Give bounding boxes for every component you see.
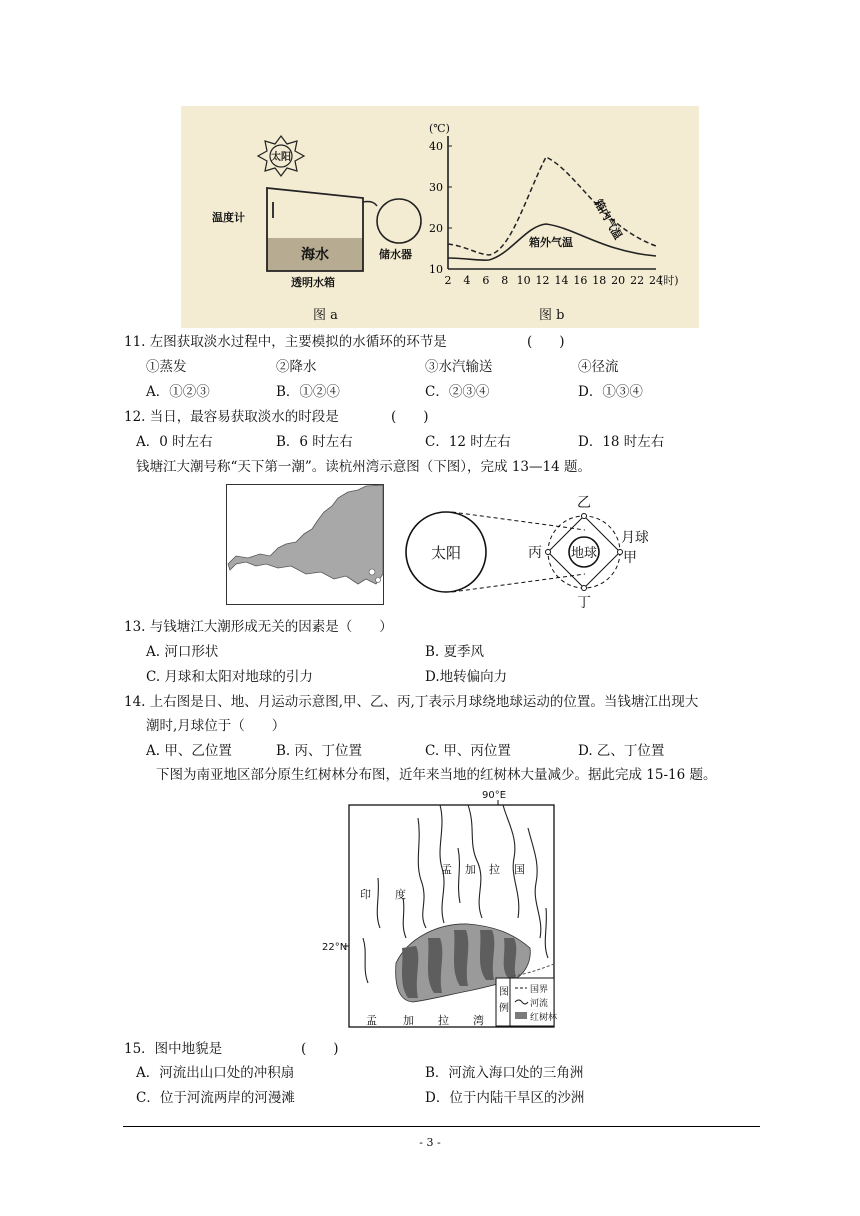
x-tick-label: 6 (482, 274, 490, 287)
x-tick-label: 16 (573, 274, 588, 287)
q13-option-d[interactable]: D.地转偏向力 (425, 669, 508, 685)
x-tick-label: 24 (649, 274, 663, 287)
caption-b: 图 b (539, 308, 565, 323)
x-tick-label: 4 (463, 274, 471, 287)
footer-divider (123, 1126, 760, 1127)
yi-label: 乙 (577, 495, 591, 511)
q11-option-c[interactable]: C．②③④ (425, 384, 490, 400)
q11-item-1: ①蒸发 (146, 359, 187, 375)
q12-option-b[interactable]: B．6 时左右 (276, 434, 353, 450)
x-ticks (445, 274, 664, 287)
bay-char-2: 加 (403, 1014, 414, 1027)
q15-paren: ( ) (301, 1041, 339, 1057)
q12-option-a[interactable]: A．0 时左右 (136, 434, 213, 450)
intro-13-14: 钱塘江大潮号称“天下第一潮”。读杭州湾示意图（下图），完成 13—14 题。 (136, 459, 591, 475)
y-tick-label: 30 (429, 181, 443, 194)
q13-option-c[interactable]: C. 月球和太阳对地球的引力 (146, 669, 313, 685)
q12-option-d[interactable]: D．18 时左右 (578, 434, 665, 450)
x-tick-label: 22 (630, 274, 645, 287)
q14-stem-line-2: 潮时,月球位于（ ） (146, 718, 286, 734)
lon-label: 90°E (482, 790, 507, 801)
lat-label: 22°N (322, 942, 348, 953)
earth-text: 地球 (570, 546, 598, 561)
country-1-char-1: 孟 (441, 863, 452, 876)
q13-stem: 13. 与钱塘江大潮形成无关的因素是（ ） (124, 619, 393, 635)
country-2-char-1: 印 (360, 888, 371, 901)
bing-label: 丙 (528, 545, 542, 561)
q15-option-d[interactable]: D．位于内陆干旱区的沙洲 (425, 1090, 585, 1106)
x-tick-label: 2 (444, 274, 452, 287)
x-unit: (时) (659, 274, 679, 287)
q12-stem: 12. 当日，最容易获取淡水的时段是 (124, 409, 339, 425)
country-2-char-2: 度 (395, 888, 406, 901)
bay-char-4: 湾 (473, 1014, 484, 1027)
country-1-char-2: 加 (465, 863, 476, 876)
page-number: - 3 - (419, 1136, 441, 1149)
moon-text: 月球 (621, 530, 648, 546)
seawater-label: 海水 (301, 247, 329, 263)
hangzhou-bay-map (226, 484, 384, 605)
x-tick-label: 14 (554, 274, 569, 287)
q11-item-4: ④径流 (578, 359, 619, 375)
q12-option-c[interactable]: C．12 时左右 (425, 434, 511, 450)
q14-option-b[interactable]: B. 丙、丁位置 (276, 743, 363, 759)
sun-text: 太阳 (430, 544, 462, 562)
intro-15-16: 下图为南亚地区部分原生红树林分布图，近年来当地的红树林大量减少。据此完成 15-16 题。 (156, 767, 717, 783)
legend-title-2: 例 (499, 1003, 509, 1014)
q14-option-c[interactable]: C. 甲、丙位置 (425, 743, 511, 759)
outside-label: 箱外气温 (529, 236, 573, 249)
inside-label: 箱内气温 (591, 197, 625, 242)
y-tick-label: 40 (429, 140, 443, 153)
q15-option-b[interactable]: B．河流入海口处的三角洲 (425, 1065, 584, 1081)
q13-option-b[interactable]: B. 夏季风 (425, 644, 485, 660)
ding-label: 丁 (577, 595, 591, 611)
q14-stem-line-1: 14. 上右图是日、地、月运动示意图,甲、乙、丙,丁表示月球绕地球运动的位置。当钱塘江出现大 (124, 694, 699, 710)
country-1-char-4: 国 (514, 863, 525, 876)
q14-option-d[interactable]: D. 乙、丁位置 (578, 743, 665, 759)
x-tick-label: 12 (535, 274, 550, 287)
water-tank (377, 199, 421, 243)
tank-label: 储水器 (379, 248, 412, 261)
legend-river: 河流 (530, 999, 549, 1009)
sun-label: 太阳 (271, 152, 291, 163)
q15-option-a[interactable]: A．河流出山口处的冲积扇 (136, 1065, 295, 1081)
caption-a: 图 a (313, 308, 338, 323)
q11-item-3: ③水汽输送 (425, 359, 493, 375)
bay-char-1: 孟 (366, 1014, 377, 1027)
country-1-char-3: 拉 (489, 863, 500, 876)
q11-option-b[interactable]: B．①②④ (276, 384, 340, 400)
legend-mangrove: 红树林 (530, 1013, 558, 1023)
jia-label: 甲 (623, 550, 637, 566)
y-tick-label: 10 (429, 263, 443, 276)
q15-option-c[interactable]: C．位于河流两岸的河漫滩 (136, 1090, 295, 1106)
q11-option-a[interactable]: A．①②③ (146, 384, 210, 400)
q11-paren: ( ) (527, 334, 565, 350)
q12-paren: ( ) (391, 409, 429, 425)
mangrove-map (318, 788, 562, 1030)
box-label: 透明水箱 (291, 276, 335, 289)
x-tick-label: 20 (611, 274, 626, 287)
bay-char-3: 拉 (438, 1014, 449, 1027)
x-tick-label: 10 (516, 274, 531, 287)
outlet-pipe (363, 202, 377, 207)
q13-option-a[interactable]: A. 河口形状 (146, 644, 219, 660)
figure-solar-still (181, 106, 699, 328)
q14-option-a[interactable]: A. 甲、乙位置 (146, 743, 232, 759)
figure-ab-svg (181, 106, 699, 328)
y-unit: (℃) (429, 122, 450, 135)
q11-stem: 11. 左图获取淡水过程中，主要模拟的水循环的环节是 (124, 334, 447, 350)
thermometer-label: 温度计 (212, 211, 245, 224)
legend-title-1: 图 (499, 987, 509, 998)
x-tick-label: 8 (501, 274, 509, 287)
legend-border: 国界 (530, 985, 549, 995)
x-tick-label: 18 (592, 274, 607, 287)
sun-earth-moon-diagram (402, 490, 648, 612)
q15-stem: 15．图中地貌是 (124, 1041, 223, 1057)
q11-option-d[interactable]: D．①③④ (578, 384, 643, 400)
q11-item-2: ②降水 (276, 359, 317, 375)
y-tick-label: 20 (429, 222, 443, 235)
